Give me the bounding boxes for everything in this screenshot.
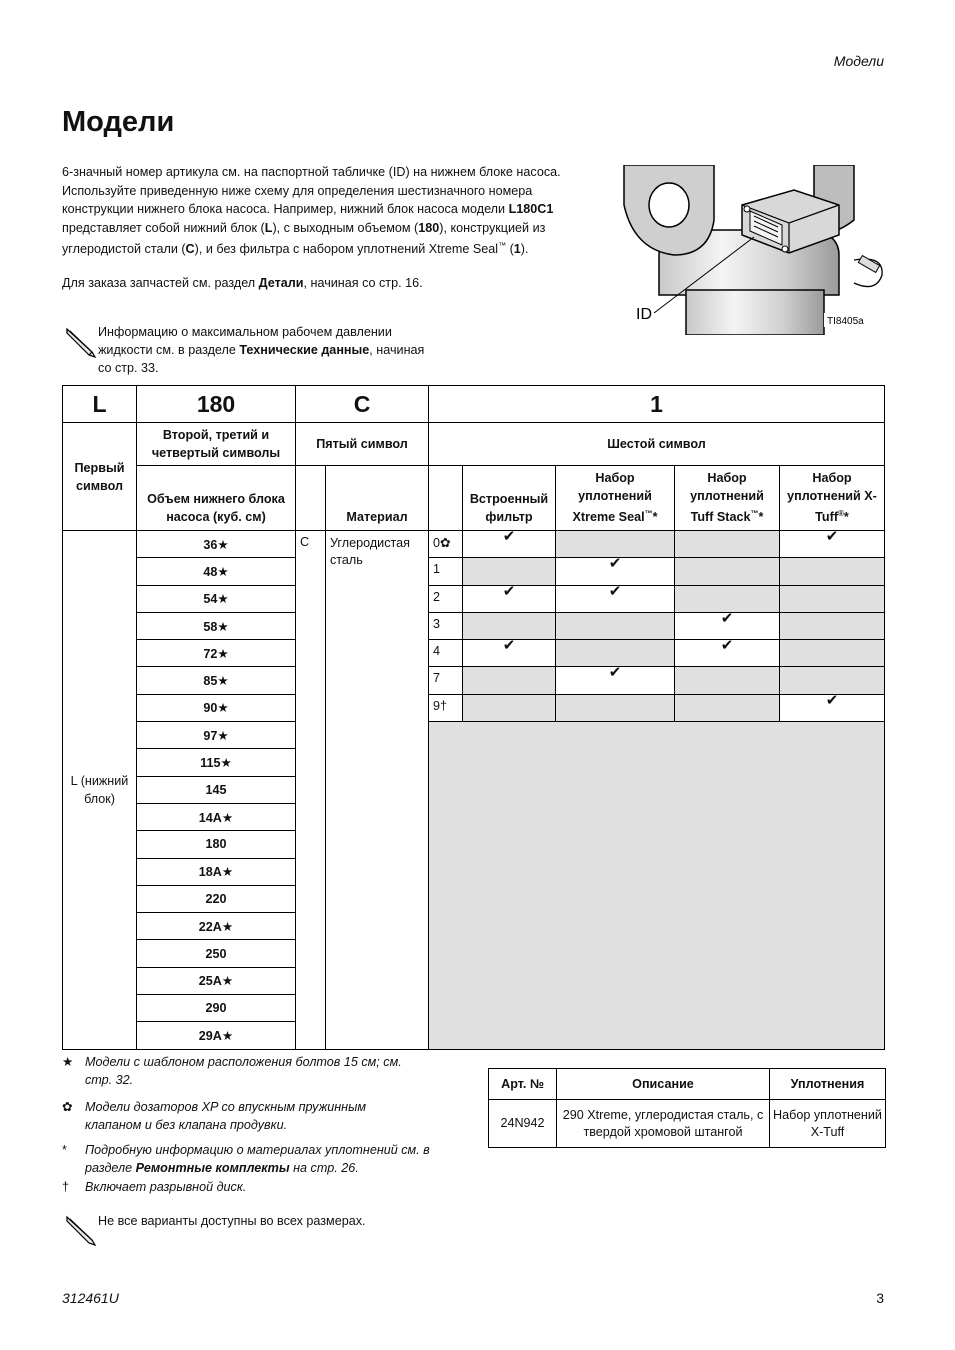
parts-header-description: Описание (557, 1069, 770, 1100)
intro-segment: ( (506, 242, 514, 257)
check-icon: ✔ (608, 664, 622, 682)
option-code: 3 (429, 612, 463, 639)
option-tuff-cell (675, 585, 780, 612)
option-code: 7 (429, 667, 463, 694)
option-filter-cell (463, 667, 556, 694)
volume-size: 14A★ (137, 803, 296, 830)
document-number: 312461U (62, 1290, 119, 1306)
volume-size: 145 (137, 776, 296, 803)
part-seals: Набор уплотнений X-Tuff (770, 1100, 886, 1148)
volume-size: 18A★ (137, 858, 296, 885)
material-value: Углеродистая сталь (326, 531, 429, 1050)
table-row (63, 585, 885, 612)
header-second-char: Второй, третий и четвертый символы (137, 423, 296, 466)
option-xtreme-cell (556, 612, 675, 639)
footnote-asterisk: * Подробную информацию о материалах уплотнений см. в разделе Ремонтные комплекты на стр. 26. (62, 1143, 430, 1175)
part-description: 290 Xtreme, углеродистая сталь, с твердой хромовой штангой (557, 1100, 770, 1148)
parts-header-seals: Уплотнения (770, 1069, 886, 1100)
volume-size: 54★ (137, 585, 296, 612)
option-xtreme-cell (556, 694, 675, 721)
footnote-star: ★ Модели с шаблоном расположения болтов 15 см; см. стр. 32. (62, 1055, 402, 1087)
table-row (63, 640, 885, 667)
code-char-2-4: 180 (137, 386, 296, 423)
volume-size: 25A★ (137, 967, 296, 994)
option-xtreme-cell (556, 582, 675, 612)
model-configuration-table (62, 385, 885, 1050)
table-row (63, 694, 885, 721)
volume-size: 90★ (137, 694, 296, 721)
volume-size: 250 (137, 940, 296, 967)
option-code: 2 (429, 585, 463, 612)
option-code: 4 (429, 640, 463, 667)
option-xtuff-cell (780, 612, 885, 639)
volume-size: 85★ (137, 667, 296, 694)
order-note: Для заказа запчастей см. раздел Детали, начиная со стр. 16. (62, 276, 423, 290)
option-code: 1 (429, 558, 463, 585)
header-x-tuff: Набор уплотнений X-Tuff®* (780, 466, 885, 531)
option-xtuff-cell (780, 640, 885, 667)
option-tuff-cell (675, 667, 780, 694)
pencil-note-icon (64, 326, 98, 358)
check-icon: ✔ (720, 609, 734, 627)
intro-segment: L180C1 (508, 202, 554, 216)
option-tuff-cell (675, 531, 780, 558)
page-title: Модели (62, 106, 175, 138)
option-xtreme-cell (556, 531, 675, 558)
option-filter-cell (463, 558, 556, 585)
volume-size: 48★ (137, 558, 296, 585)
parts-table (488, 1068, 886, 1148)
volume-size: 29A★ (137, 1022, 296, 1049)
header-volume: Объем нижнего блока насоса (куб. см) (137, 466, 296, 531)
check-icon: ✔ (720, 637, 734, 655)
option-xtuff-cell (780, 585, 885, 612)
page-number: 3 (876, 1290, 884, 1306)
option-xtuff-cell (780, 558, 885, 585)
intro-segment: L (264, 220, 273, 235)
check-icon: ✔ (608, 582, 622, 600)
id-label: ID (636, 306, 652, 323)
intro-segment: ), с выходным объемом ( (272, 220, 419, 235)
option-tuff-cell (675, 637, 780, 667)
volume-size: 180 (137, 831, 296, 858)
pump-id-plate-figure (614, 165, 884, 335)
option-code: 0✿ (429, 531, 463, 558)
intro-paragraph (62, 163, 597, 259)
option-xtuff-cell (780, 691, 885, 721)
check-icon: ✔ (825, 691, 839, 709)
table-row (63, 667, 885, 694)
intro-segment: ), и без фильтра с набором уплотнений Xtreme Seal (194, 242, 499, 257)
code-char-6: 1 (429, 386, 885, 423)
intro-segment: ). (520, 242, 529, 257)
unavailable-area (429, 722, 885, 1050)
option-tuff-cell (675, 558, 780, 585)
footnote-dagger: † Включает разрывной диск. (62, 1180, 247, 1194)
parts-header-part-no: Арт. № (489, 1069, 557, 1100)
volume-size: 115★ (137, 749, 296, 776)
option-xtreme-cell (556, 555, 675, 585)
first-char-value: L (нижний блок) (63, 531, 137, 1050)
part-number: 24N942 (489, 1100, 557, 1148)
option-filter-cell (463, 637, 556, 667)
check-icon: ✔ (608, 555, 622, 573)
intro-segment: ™ (498, 241, 507, 250)
option-code: 9† (429, 694, 463, 721)
header-filter: Встроенный фильтр (463, 466, 556, 531)
header-tuff-stack: Набор уплотнений Tuff Stack™* (675, 466, 780, 531)
intro-segment: ), конструкцией из углеродистой стали ( (62, 220, 546, 257)
option-filter-cell (463, 528, 556, 558)
pencil-note-icon (64, 1214, 98, 1246)
volume-size: 220 (137, 885, 296, 912)
table-row (489, 1100, 886, 1148)
table-row (63, 531, 885, 558)
option-tuff-cell (675, 694, 780, 721)
option-filter-cell (463, 582, 556, 612)
figure-code: TI8405a (827, 316, 864, 327)
code-char-5: C (296, 386, 429, 423)
code-char-1: L (63, 386, 137, 423)
header-sixth-char: Шестой символ (429, 423, 885, 466)
option-xtreme-cell (556, 640, 675, 667)
check-icon: ✔ (825, 528, 839, 545)
option-xtuff-cell (780, 528, 885, 558)
volume-size: 290 (137, 995, 296, 1022)
running-header: Модели (833, 53, 884, 69)
intro-segment: 6-значный номер артикула см. на паспортной табличке (ID) на нижнем блоке насоса. Используйте приведенную ниже схему для определения шестизначного номера конструкции нижнего блока насоса. Например, нижний блок насоса модели (62, 165, 561, 216)
option-filter-cell (463, 694, 556, 721)
header-material: Материал (326, 466, 429, 531)
table-row (63, 722, 885, 749)
option-xtreme-cell (556, 664, 675, 694)
header-xtreme: Набор уплотнений Xtreme Seal™* (556, 466, 675, 531)
check-icon: ✔ (502, 637, 516, 655)
option-filter-cell (463, 612, 556, 639)
variants-note: Не все варианты доступны во всех размерах. (98, 1214, 366, 1228)
intro-segment: 180 (418, 220, 440, 235)
option-xtuff-cell (780, 667, 885, 694)
volume-size: 36★ (137, 531, 296, 558)
check-icon: ✔ (502, 528, 516, 545)
option-tuff-cell (675, 609, 780, 639)
volume-size: 97★ (137, 722, 296, 749)
header-fifth-char: Пятый символ (296, 423, 429, 466)
table-row (63, 612, 885, 639)
table-row (63, 558, 885, 585)
intro-segment: представляет собой нижний блок ( (62, 220, 265, 235)
footnote-flower: ✿ Модели дозаторов XP со впускным пружинным клапаном и без клапана продувки. (62, 1100, 367, 1132)
header-first-char: Первый символ (63, 423, 137, 531)
volume-size: 72★ (137, 640, 296, 667)
material-code: C (296, 531, 326, 1050)
volume-size: 58★ (137, 612, 296, 639)
intro-segment: C (185, 242, 195, 257)
intro-segment: 1 (513, 242, 521, 257)
volume-size: 22A★ (137, 913, 296, 940)
check-icon: ✔ (502, 582, 516, 600)
pressure-note: Информацию о максимальном рабочем давлении жидкости см. в разделе Технические данные, начиная со стр. 33. (98, 325, 425, 375)
